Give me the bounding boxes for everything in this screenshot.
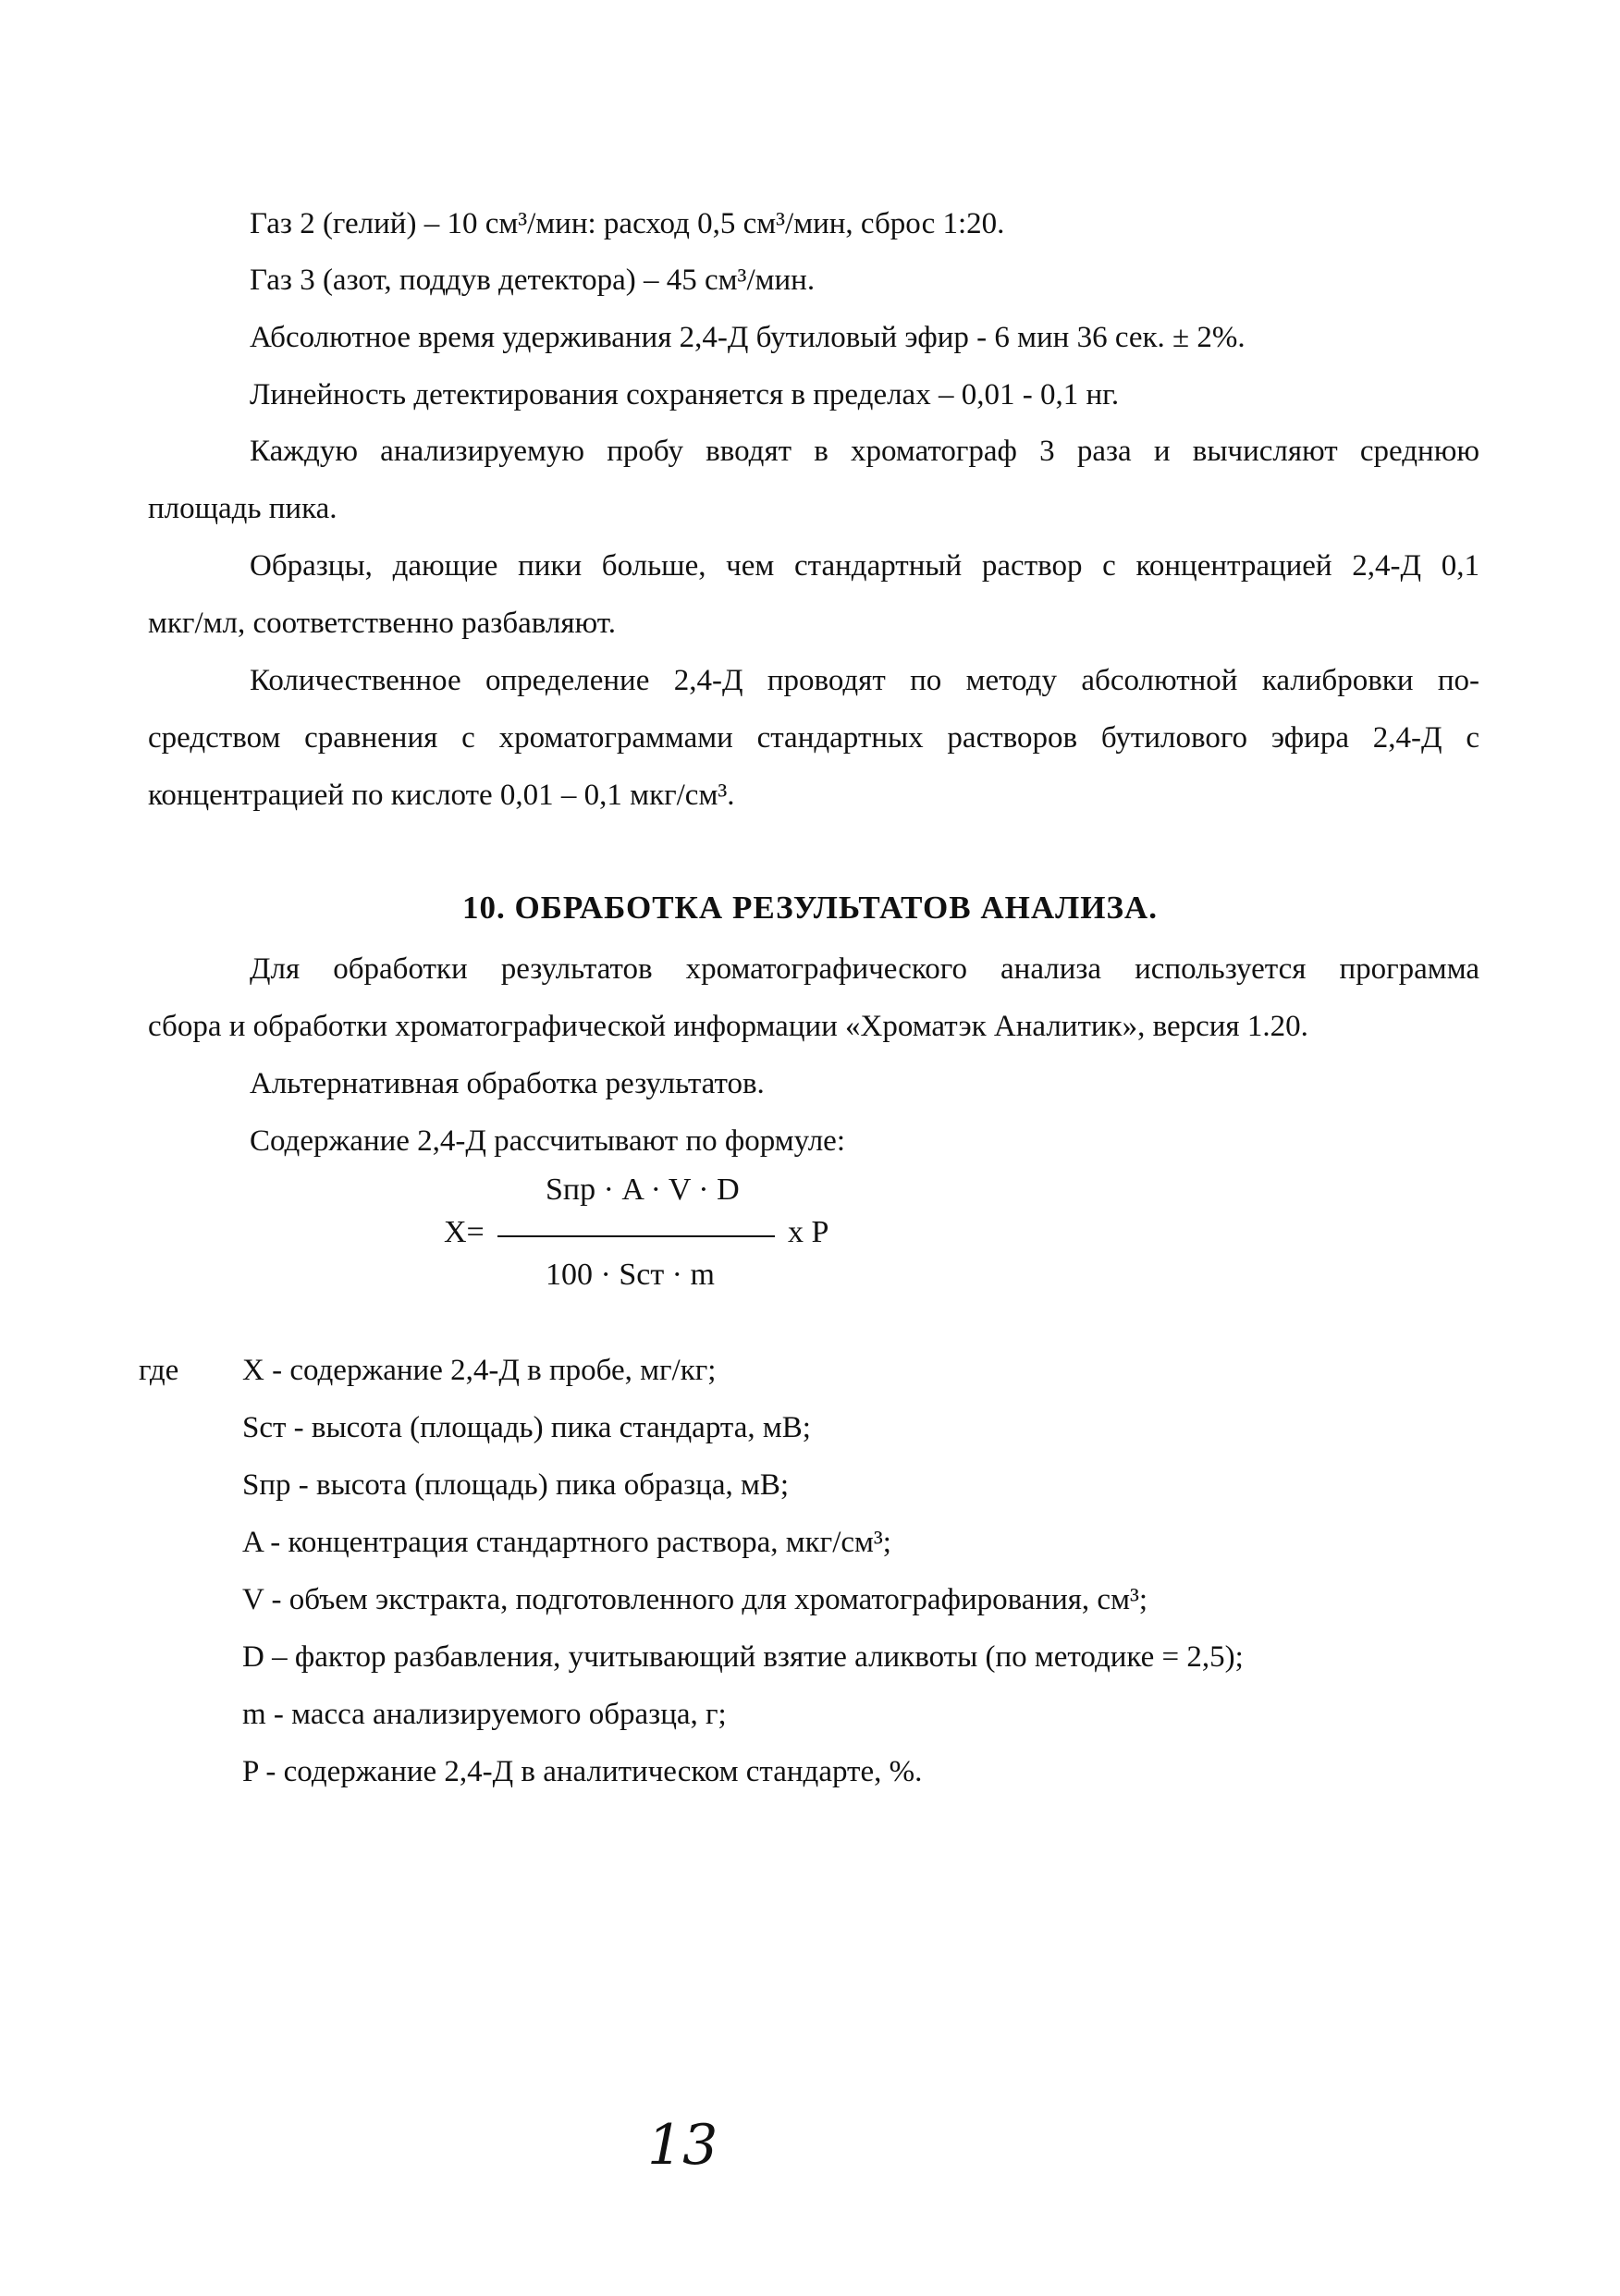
text-line: концентрацией по кислоте 0,01 – 0,1 мкг/см³. (148, 779, 735, 812)
text-line: средством сравнения с хроматограммами стандартных растворов бутилового эфира 2,4-Д с (148, 721, 1479, 755)
text-line: Альтернативная обработка результатов. (250, 1067, 765, 1100)
legend-item: Sпр - высота (площадь) пика образца, мВ; (242, 1468, 790, 1502)
legend-item: P - содержание 2,4-Д в аналитическом стандарте, %. (242, 1755, 923, 1788)
text-line: Газ 3 (азот, поддув детектора) – 45 см³/мин. (250, 264, 816, 297)
text-line: Каждую анализируемую пробу вводят в хроматограф 3 раза и вычисляют среднюю (250, 435, 1479, 468)
text-line: сбора и обработки хроматографической информации «Хроматэк Аналитик», версия 1.20. (148, 1010, 1308, 1043)
text-line: Линейность детектирования сохраняется в пределах – 0,01 - 0,1 нг. (250, 378, 1120, 411)
text-line: Для обработки результатов хроматографического анализа используется программа (250, 952, 1479, 986)
text-line: Газ 2 (гелий) – 10 см³/мин: расход 0,5 см³/мин, сброс 1:20. (250, 207, 1005, 240)
legend-item: V - объем экстракта, подготовленного для хроматографирования, см³; (242, 1583, 1148, 1616)
legend-item: A - концентрация стандартного раствора, мкг/см³; (242, 1526, 891, 1559)
formula-numerator: Sпр · A · V · D (546, 1173, 740, 1207)
legend-item: Sст - высота (площадь) пика стандарта, мВ; (242, 1411, 811, 1444)
text-line: Образцы, дающие пики больше, чем стандартный раствор с концентрацией 2,4-Д 0,1 (250, 549, 1479, 583)
legend-item: m - масса анализируемого образца, г; (242, 1698, 727, 1731)
fraction-bar (497, 1235, 775, 1237)
text-line: Абсолютное время удерживания 2,4-Д бутиловый эфир - 6 мин 36 сек. ± 2%. (250, 321, 1246, 354)
formula-lhs: X= (444, 1215, 485, 1249)
section-heading: 10. ОБРАБОТКА РЕЗУЛЬТАТОВ АНАЛИЗА. (462, 890, 1158, 926)
formula-multiplier: x P (788, 1215, 829, 1249)
where-label: где (139, 1354, 179, 1387)
legend-item: D – фактор разбавления, учитывающий взятие аликвоты (по методике = 2,5); (242, 1640, 1244, 1674)
page-number: 13 (647, 2113, 718, 2178)
text-line: площадь пика. (148, 492, 338, 525)
text-line: Содержание 2,4-Д рассчитывают по формуле: (250, 1124, 845, 1158)
legend-item: X - содержание 2,4-Д в пробе, мг/кг; (242, 1354, 717, 1387)
text-line: Количественное определение 2,4-Д проводят по методу абсолютной калибровки по- (250, 664, 1479, 697)
formula-denominator: 100 · Sст · m (546, 1258, 715, 1292)
text-line: мкг/мл, соответственно разбавляют. (148, 607, 616, 640)
